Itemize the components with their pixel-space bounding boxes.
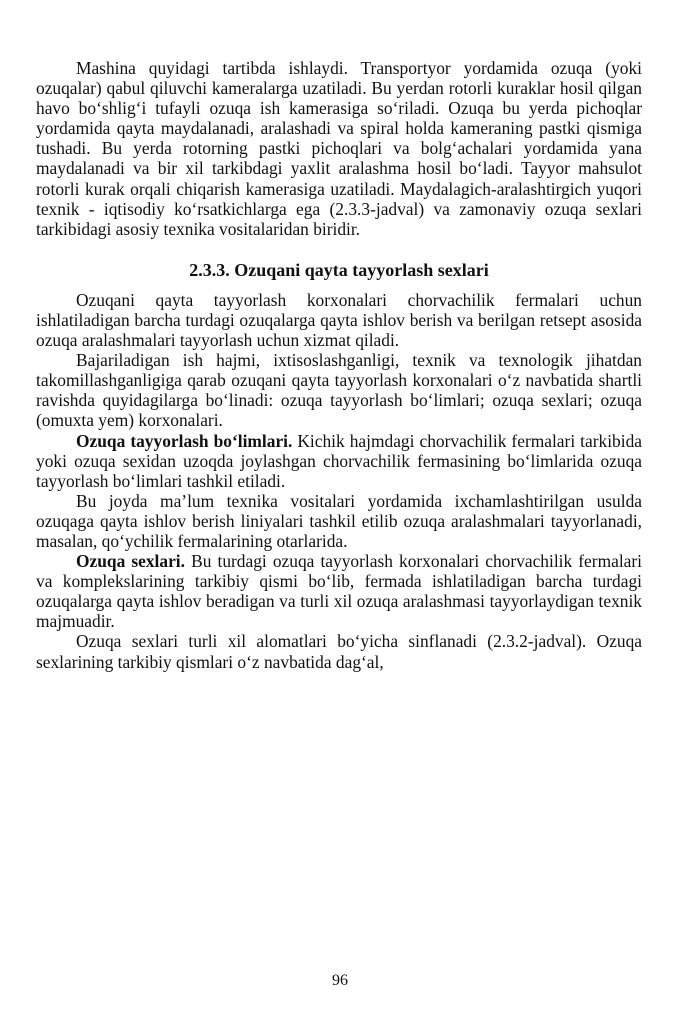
page-number: 96	[332, 972, 348, 989]
term-feed-preparation-units: Ozuqa tayyorlash bo‘limlari.	[76, 430, 293, 451]
paragraph-machine-operation: Mashina quyidagi tartibda ishlaydi. Transportyor yordamida ozuqa (yoki ozuqalar) qabul qiluvchi kameralarga uzatiladi. Bu yerdan rotorli kuraklar hosil qilgan havo bo‘shlig‘i tufayli ozuqa ish kamerasiga so‘riladi. Ozuqa bu yerda pichoqlar yordamida qayta maydalanadi, aralashadi va spiral holda kameraning pastki qismiga tushadi. Bu yerda rotorning pastki pichoqlari va bolg‘achalari yordamida yana maydalanadi va bir xil tarkibdagi yaxlit aralashma hosil bo‘ladi. Tayyor mahsulot rotorli kurak orqali chiqarish kamerasiga uzatiladi. Maydalagich-aralashtirgich yuqori texnik - iqtisodiy ko‘rsatkichlarga ega (2.3.3-jadval) va zamonaviy ozuqa sexlari tarkibidagi asosiy texnika vositalaridan biridir.	[36, 58, 642, 239]
text-feed-preparation-units: Kichik hajmdagi chorvachilik fermalari tarkibida yoki ozuqa sexidan uzoqda joylashgan chorvachilik fermasining bo‘limlarida ozuqa tayyorlash bo‘limlari tashkil etiladi.	[36, 430, 642, 491]
paragraph-compact-processing-lines: Bu joyda ma’lum texnika vositalari yordamida ixchamlashtirilgan usulda ozuqaga qayta ishlov berish liniyalari tashkil etilib ozuqa aralashmalari tayyorlanadi, masalan, qo‘ychilik fermalarining otarlarida.	[36, 490, 642, 551]
page-text-block	[36, 58, 642, 672]
paragraph-feed-processing-enterprises: Ozuqani qayta tayyorlash korxonalari chorvachilik fermalari uchun ishlatiladigan barcha turdagi ozuqalarga qayta ishlov berish va berilgan retsept asosida ozuqa aralashmalari tayyorlash uchun xizmat qiladi.	[36, 289, 642, 351]
paragraph-feed-shops	[36, 551, 642, 631]
paragraph-feed-shop-classification: Ozuqa sexlari turli xil alomatlari bo‘yicha sinflanadi (2.3.2-jadval). Ozuqa sexlarining tarkibiy qismlari o‘z navbatida dag‘al,	[36, 631, 642, 672]
section-heading: 2.3.3. Ozuqani qayta tayyorlash sexlari	[189, 259, 489, 280]
term-feed-shops: Ozuqa sexlari.	[76, 551, 185, 572]
paragraph-feed-preparation-units	[36, 431, 642, 491]
text-feed-shops: Bu turdagi ozuqa tayyorlash korxonalari chorvachilik fermalari va komplekslarining tarkibiy qismi bo‘lib, fermada ishlatiladigan barcha turdagi ozuqalarga qayta ishlov beradigan va turli xil ozuqa aralashmasi tayyorlaydigan texnik majmuadir.	[36, 551, 642, 632]
paragraph-enterprise-classification: Bajariladigan ish hajmi, ixtisoslashganligi, texnik va texnologik jihatdan takomillashganligiga qarab ozuqani qayta tayyorlash korxonalari o‘z navbatida shartli ravishda quyidagilarga bo‘linadi: ozuqa tayyorlash bo‘limlari; ozuqa sexlari; ozuqa (omuxta yem) korxonalari.	[36, 350, 642, 431]
